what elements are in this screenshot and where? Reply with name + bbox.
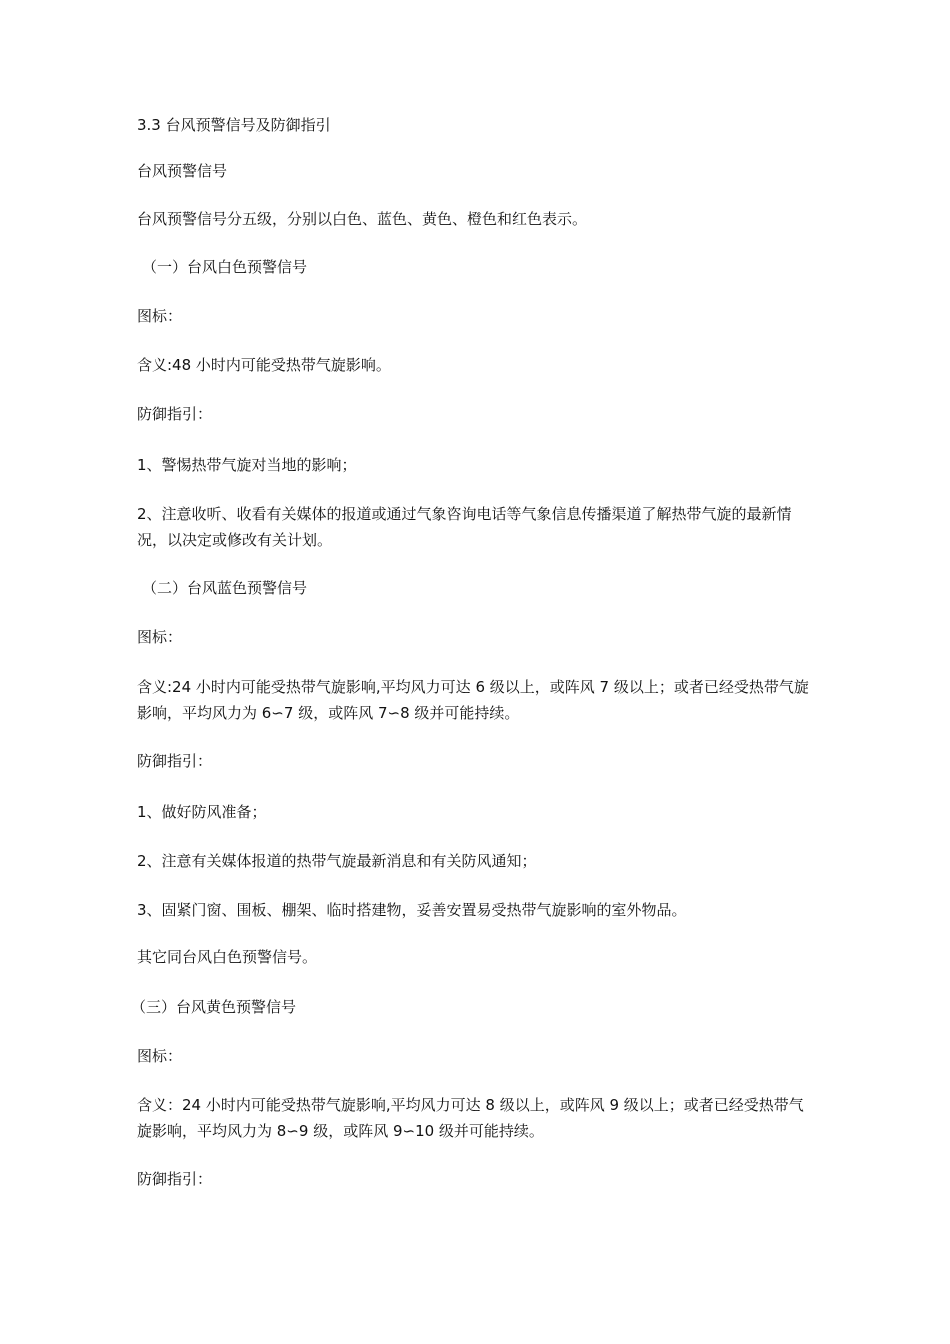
signal-yellow-heading: （三）台风黄色预警信号	[131, 998, 297, 1016]
icon-label-yellow: 图标：	[137, 1047, 183, 1065]
signal-blue-heading: （二）台风蓝色预警信号	[142, 579, 308, 597]
guidance-item-white-1: 1、警惕热带气旋对当地的影响；	[137, 456, 357, 474]
guidance-item-white-2: 2、注意收听、收看有关媒体的报道或通过气象咨询电话等气象信息传播渠道了解热带气旋的最新情况，以决定或修改有关计划。	[137, 505, 792, 549]
meaning-yellow: 含义：24 小时内可能受热带气旋影响,平均风力可达 8 级以上，或阵风 9 级以上；或者已经受热带气旋影响，平均风力为 8∽9 级，或阵风 9∽10 级并可能持续。	[137, 1096, 804, 1140]
guidance-item-blue-3: 3、固紧门窗、围板、棚架、临时搭建物，妥善安置易受热带气旋影响的室外物品。	[137, 901, 687, 919]
guidance-label-yellow: 防御指引：	[137, 1170, 213, 1188]
meaning-blue: 含义:24 小时内可能受热带气旋影响,平均风力可达 6 级以上，或阵风 7 级以上；或者已经受热带气旋影响，平均风力为 6∽7 级，或阵风 7∽8 级并可能持续。	[137, 678, 809, 722]
icon-label-white: 图标：	[137, 307, 183, 325]
guidance-item-blue-1: 1、做好防风准备；	[137, 803, 267, 821]
subsection-title: 台风预警信号	[137, 162, 228, 180]
icon-label-blue: 图标：	[137, 628, 183, 646]
guidance-label-blue: 防御指引：	[137, 752, 213, 770]
paragraph-intro: 台风预警信号分五级，分别以白色、蓝色、黄色、橙色和红色表示。	[137, 210, 588, 228]
guidance-item-blue-2: 2、注意有关媒体报道的热带气旋最新消息和有关防风通知；	[137, 852, 537, 870]
guidance-note-blue: 其它同台风白色预警信号。	[137, 948, 318, 966]
guidance-label-white: 防御指引：	[137, 405, 213, 423]
meaning-white: 含义:48 小时内可能受热带气旋影响。	[137, 356, 391, 374]
section-heading: 3.3 台风预警信号及防御指引	[137, 116, 331, 134]
signal-white-heading: （一）台风白色预警信号	[142, 258, 308, 276]
